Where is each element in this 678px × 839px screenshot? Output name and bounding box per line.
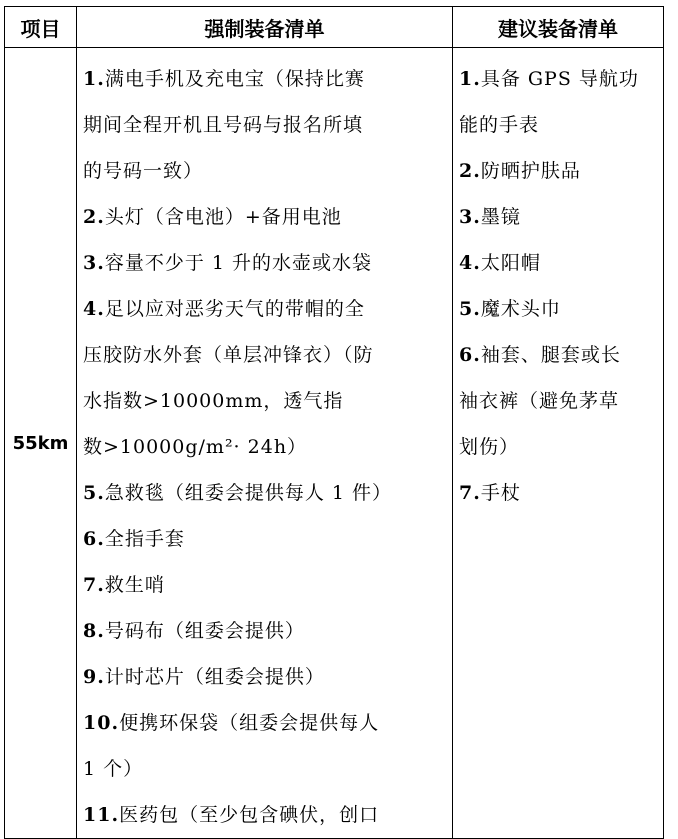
list-item-text: 计时芯片（组委会提供） <box>104 666 325 688</box>
list-item-number: 3. <box>83 252 105 274</box>
list-item <box>459 378 657 424</box>
list-item <box>83 148 446 194</box>
list-item-number: 6. <box>459 344 481 366</box>
list-item-number: 1. <box>459 68 481 90</box>
list-item-text: 魔术头巾 <box>480 298 561 320</box>
header-required: 强制装备清单 <box>77 7 453 48</box>
list-item-text: 便携环保袋（组委会提供每人 <box>119 712 380 734</box>
list-item-number: 1. <box>83 68 105 90</box>
list-item-text: 压胶防水外套（单层冲锋衣）（防 <box>83 344 374 366</box>
list-item <box>83 102 446 148</box>
equipment-table <box>4 6 664 839</box>
table-row <box>5 48 664 839</box>
list-item-text: 满电手机及充电宝（保持比赛 <box>104 68 365 90</box>
list-item <box>83 516 446 562</box>
list-item <box>83 286 446 332</box>
list-item-text: 号码布（组委会提供） <box>104 620 305 642</box>
list-item-text: 袖套、腿套或长 <box>480 344 621 366</box>
list-item <box>459 194 657 240</box>
required-list <box>77 48 453 839</box>
list-item <box>459 148 657 194</box>
list-item-text: 防晒护肤品 <box>480 160 581 182</box>
list-item <box>83 562 446 608</box>
list-item <box>459 102 657 148</box>
list-item-text: 足以应对恶劣天气的带帽的全 <box>104 298 365 320</box>
list-item <box>83 700 446 746</box>
list-item <box>83 332 446 378</box>
list-item <box>459 56 657 102</box>
list-item-text: 划伤） <box>459 436 520 458</box>
list-item <box>459 424 657 470</box>
list-item <box>459 470 657 516</box>
list-item <box>459 240 657 286</box>
list-item <box>83 746 446 792</box>
list-item <box>459 286 657 332</box>
list-item-text: 全指手套 <box>104 528 185 550</box>
list-item-text: 救生哨 <box>104 574 165 596</box>
list-item-text: 的号码一致） <box>83 160 204 182</box>
list-item-number: 2. <box>83 206 105 228</box>
list-item <box>83 240 446 286</box>
list-item-text: 急救毯（组委会提供每人 1 件） <box>104 482 393 504</box>
list-item <box>83 654 446 700</box>
list-item-number: 7. <box>83 574 105 596</box>
list-item-text: 太阳帽 <box>480 252 541 274</box>
list-item-number: 2. <box>459 160 481 182</box>
list-item-text: 具备 GPS 导航功 <box>480 68 639 90</box>
list-item <box>83 470 446 516</box>
header-suggested: 建议装备清单 <box>453 7 664 48</box>
item-cell: 55km <box>5 48 77 839</box>
list-item-text: 医药包（至少包含碘伏，创口 <box>119 804 380 826</box>
list-item-number: 10. <box>83 712 120 734</box>
list-item-number: 5. <box>459 298 481 320</box>
list-item-text: 能的手表 <box>459 114 540 136</box>
list-item-text: 1 个） <box>83 758 144 780</box>
list-item-number: 11. <box>83 804 120 826</box>
list-item-text: 容量不少于 1 升的水壶或水袋 <box>104 252 373 274</box>
list-item-text: 手杖 <box>480 482 521 504</box>
list-item-text: 期间全程开机且号码与报名所填 <box>83 114 364 136</box>
list-item-number: 3. <box>459 206 481 228</box>
list-item-number: 4. <box>83 298 105 320</box>
list-item-text: 水指数>10000mm，透气指 <box>83 390 344 412</box>
list-item-text: 数>10000g/m²· 24h） <box>83 436 308 458</box>
list-item <box>83 378 446 424</box>
list-item <box>83 56 446 102</box>
header-row <box>5 7 664 48</box>
list-item-number: 9. <box>83 666 105 688</box>
list-item-text: 墨镜 <box>480 206 521 228</box>
suggested-list <box>453 48 664 839</box>
list-item-text: 袖衣裤（避免茅草 <box>459 390 620 412</box>
list-item-number: 7. <box>459 482 481 504</box>
list-item-number: 6. <box>83 528 105 550</box>
header-item: 项目 <box>5 7 77 48</box>
list-item <box>83 608 446 654</box>
list-item <box>83 194 446 240</box>
list-item-text: 头灯（含电池）+备用电池 <box>104 206 342 228</box>
list-item-number: 8. <box>83 620 105 642</box>
list-item-number: 4. <box>459 252 481 274</box>
list-item <box>83 792 446 838</box>
list-item-number: 5. <box>83 482 105 504</box>
list-item <box>459 332 657 378</box>
list-item <box>83 424 446 470</box>
